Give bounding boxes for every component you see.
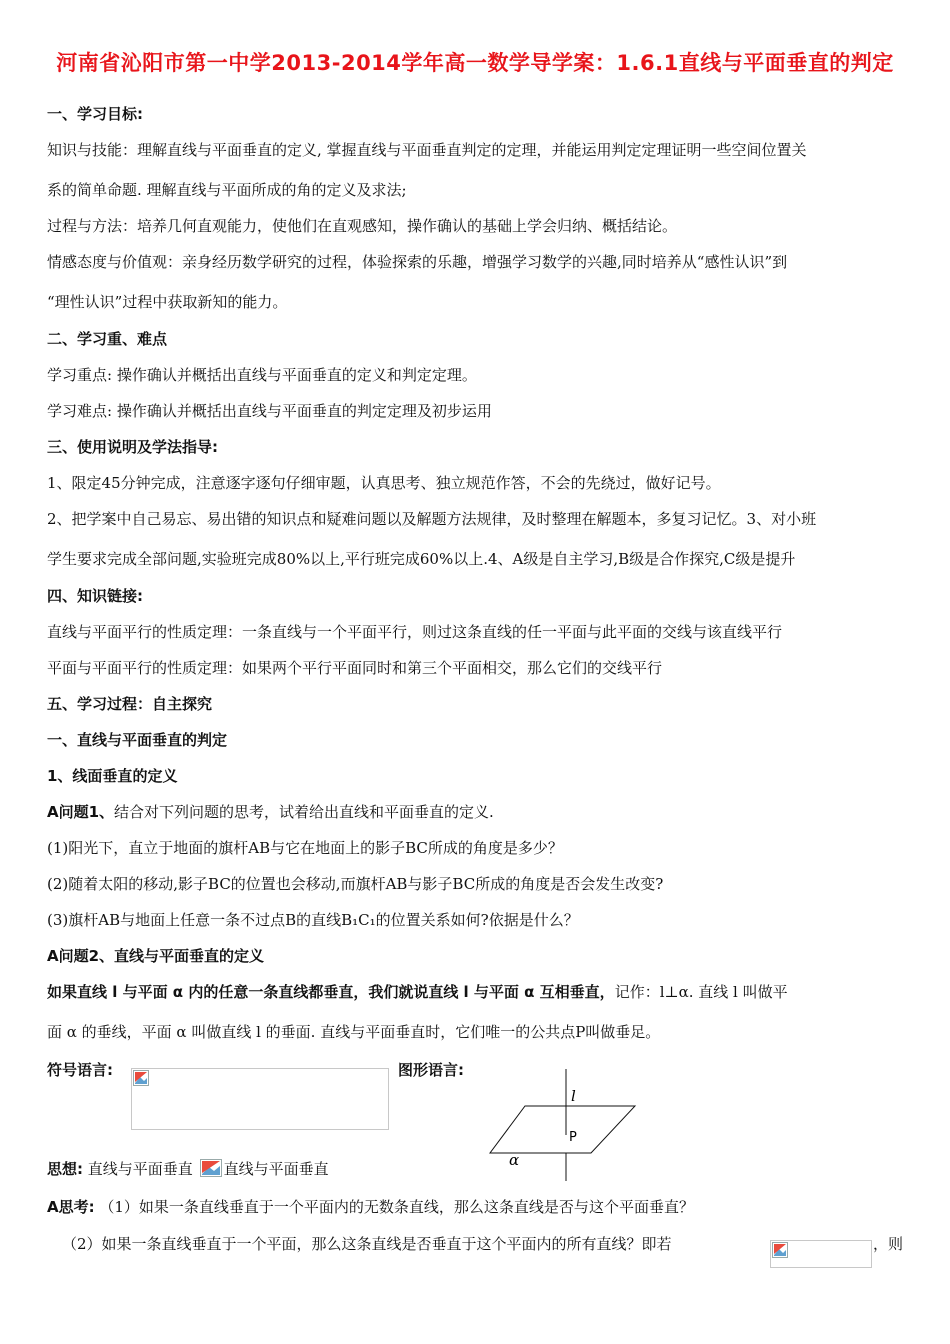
broken-image-icon [133,1070,149,1086]
question-2-heading: A问题2、直线与平面垂直的定义 [47,947,265,965]
question-1-label: A问题1、 [47,803,115,821]
instruction-2-line2: 学生要求完成全部问题,实验班完成80%以上,平行班完成60%以上.4、A级是自主学习,B级是合作探究,C级是提升 [47,550,796,568]
question-1-text: 结合对下列问题的思考，试着给出直线和平面垂直的定义. [114,803,494,821]
subheading-definition: 1、线面垂直的定义 [47,767,178,785]
question-1c: (3)旗杆AB与地面上任意一条不过点B的直线B₁C₁的位置关系如何?依据是什么？ [47,911,579,929]
goal-attitude-line1: 情感态度与价值观：亲身经历数学研究的过程，体验探索的乐趣，增强学习数学的兴趣,同时培养从“感性认识”到 [47,253,788,271]
link-theorem-1: 直线与平面平行的性质定理：一条直线与一个平面平行，则过这条直线的任一平面与此平面的交线与该直线平行 [47,623,783,641]
section-heading-links: 四、知识链接: [47,587,143,605]
plane-alpha [490,1106,635,1153]
link-theorem-2: 平面与平面平行的性质定理：如果两个平行平面同时和第三个平面相交，那么它们的交线平行 [47,659,663,677]
idea-left: 直线与平面垂直 [87,1160,193,1178]
think-label: A思考: [47,1198,95,1216]
document-title: 河南省沁阳市第一中学2013-2014学年高一数学导学案：1.6.1直线与平面垂直的判定 [56,51,894,75]
goal-attitude-line2: “理性认识”过程中获取新知的能力。 [47,293,288,311]
figure-language-label: 图形语言: [398,1061,464,1079]
broken-image-icon [772,1242,788,1258]
section-heading-process: 五、学习过程：自主探究 [47,695,213,713]
key-point: 学习重点: 操作确认并概括出直线与平面垂直的定义和判定定理。 [47,366,477,384]
idea-right: 直线与平面垂直 [223,1160,329,1178]
idea-line [47,1159,329,1179]
think-1-text: （1）如果一条直线垂直于一个平面内的无数条直线，那么这条直线是否与这个平面垂直？ [99,1198,694,1216]
section-heading-keypoints: 二、学习重、难点 [47,330,168,348]
think-2: （2）如果一条直线垂直于一个平面，那么这条直线是否垂直于这个平面内的所有直线？即若 [62,1235,672,1253]
label-l: l [571,1087,576,1105]
label-p: P [569,1130,577,1145]
idea-label: 思想: [47,1160,83,1178]
subheading-judgement: 一、直线与平面垂直的判定 [47,731,228,749]
question-1 [47,802,494,822]
symbol-language-label: 符号语言: [47,1061,113,1079]
definition-line2: 面 α 的垂线，平面 α 叫做直线 l 的垂面. 直线与平面垂直时，它们唯一的公共点P叫做垂足。 [47,1023,661,1041]
line-plane-figure [480,1065,660,1185]
section-heading-goals: 一、学习目标: [47,105,143,123]
label-alpha: α [509,1151,520,1169]
instruction-1: 1、限定45分钟完成，注意逐字逐句仔细审题，认真思考、独立规范作答，不会的先绕过，做好记号。 [47,474,721,492]
difficult-point: 学习难点: 操作确认并概括出直线与平面垂直的判定定理及初步运用 [47,402,492,420]
broken-image-icon [200,1159,222,1177]
definition-line1 [47,982,788,1002]
symbol-language-box [131,1068,389,1130]
goal-knowledge-line1: 知识与技能：理解直线与平面垂直的定义, 掌握直线与平面垂直判定的定理，并能运用判定定理证明一些空间位置关 [47,141,807,159]
section-heading-instructions: 三、使用说明及学法指导: [47,438,218,456]
definition-bold: 如果直线 l 与平面 α 内的任意一条直线都垂直，我们就说直线 l 与平面 α 互相垂直， [47,983,615,1001]
think-2-end: ，则 [873,1235,904,1253]
question-1a: (1)阳光下，直立于地面的旗杆AB与它在地面上的影子BC所成的角度是多少？ [47,839,563,857]
goal-process: 过程与方法：培养几何直观能力，使他们在直观感知，操作确认的基础上学会归纳、概括结论。 [47,217,678,235]
instruction-2-line1: 2、把学案中自己易忘、易出错的知识点和疑难问题以及解题方法规律，及时整理在解题本，多复习记忆。3、对小班 [47,510,817,528]
question-1b: (2)随着太阳的移动,影子BC的位置也会移动,而旗杆AB与影子BC所成的角度是否会发生改变? [47,875,664,893]
definition-notation: 记作：l⊥α. 直线 l 叫做平 [614,983,788,1001]
goal-knowledge-line2: 系的简单命题. 理解直线与平面所成的角的定义及求法; [47,181,407,199]
think-1 [47,1197,694,1217]
